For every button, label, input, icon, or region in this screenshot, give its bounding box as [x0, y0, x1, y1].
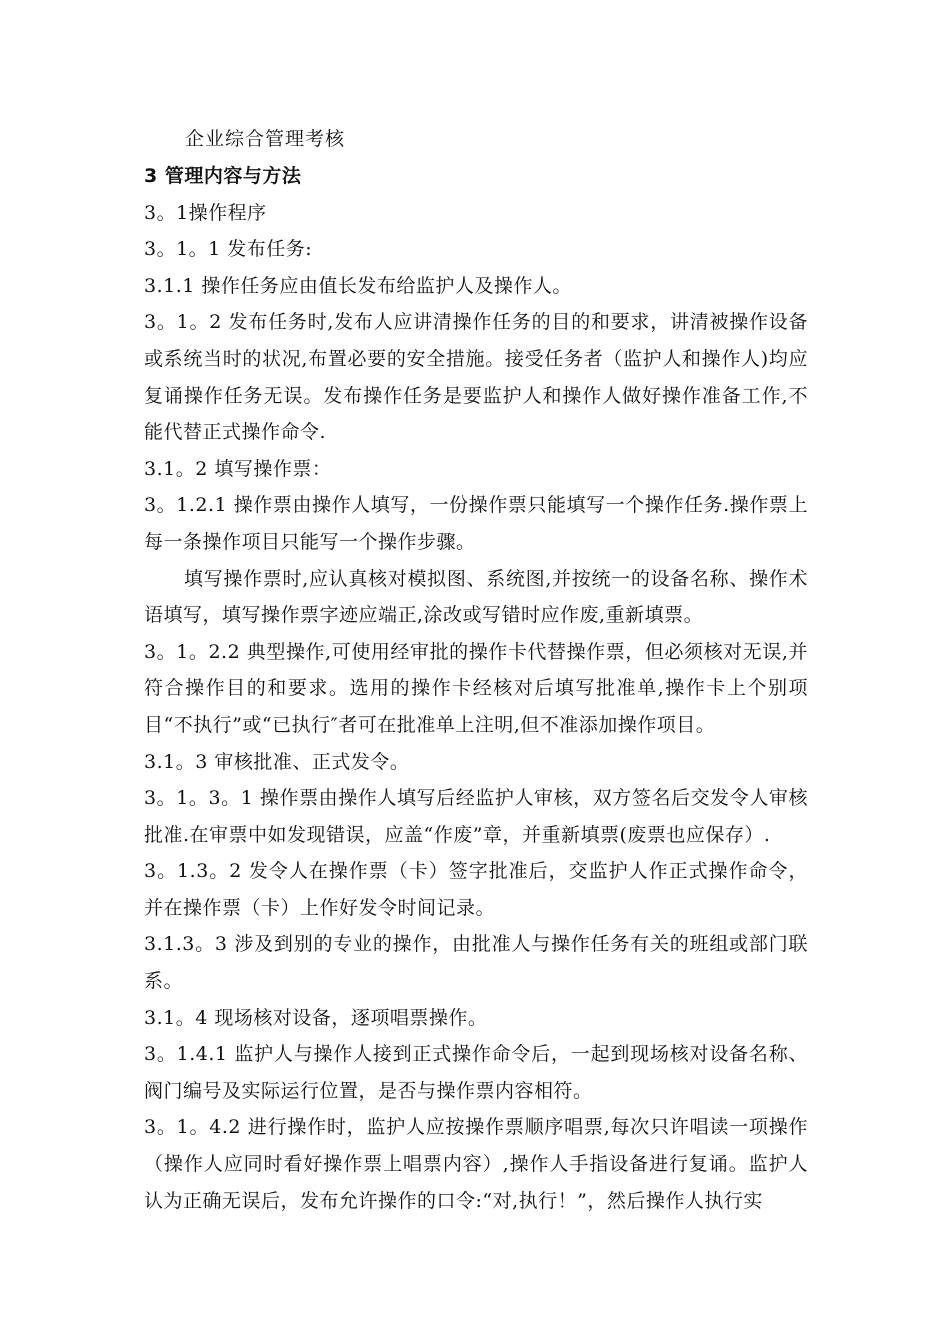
paragraph-1: 3。1操作程序 — [144, 201, 267, 224]
paragraph-7: 填写操作票时,应认真核对模拟图、系统图,并按统一的设备名称、操作术语填写，填写操作票字迹应端正,涂改或写错时应作废,重新填票。 — [144, 567, 808, 627]
paragraph-5: 3.1。2 填写操作票： — [144, 457, 332, 480]
paragraph-12: 3.1.3。3 涉及到别的专业的操作，由批准人与操作任务有关的班组或部门联系。 — [144, 933, 808, 993]
paragraph-10: 3。1。3。1 操作票由操作人填写后经监护人审核，双方签名后交发令人审核批准.在审票中如发现错误，应盖“作废”章，并重新填票(废票也应保存）. — [144, 787, 808, 846]
paragraph-8: 3。1。2.2 典型操作,可使用经审批的操作卡代替操作票，但必须核对无误,并符合操作目的和要求。选用的操作卡经核对后填写批准单,操作卡上个别项目“不执行”或“已执行″者可在批准单上注明,但不准添加操作项目。 — [144, 640, 808, 736]
paragraph-13: 3.1。4 现场核对设备，逐项唱票操作。 — [144, 1006, 488, 1029]
paragraph-2: 3。1。1 发布任务: — [144, 238, 313, 261]
paragraph-11: 3。1.3。2 发令人在操作票（卡）签字批准后，交监护人作正式操作命令，并在操作票（卡）上作好发令时间记录。 — [144, 860, 808, 919]
document-body — [144, 158, 808, 1219]
document-title: 企业综合管理考核 — [185, 128, 346, 150]
paragraph-14: 3。1.4.1 监护人与操作人接到正式操作命令后，一起到现场核对设备名称、阀门编号及实际运行位置，是否与操作票内容相符。 — [144, 1043, 808, 1102]
paragraph-15: 3。1。4.2 进行操作时，监护人应按操作票顺序唱票,每次只许唱读一项操作（操作人应同时看好操作票上唱票内容）,操作人手指设备进行复诵。监护人认为正确无误后，发布允许操作的口令:“对,执行！”，然后操作人执行实 — [144, 1116, 808, 1212]
paragraph-9: 3.1。3 审核批准、正式发令。 — [144, 750, 410, 773]
paragraph-4: 3。1。2 发布任务时,发布人应讲清操作任务的目的和要求，讲清被操作设备或系统当时的状况,布置必要的安全措施。接受任务者（监护人和操作人)均应复诵操作任务无误。发布操作任务是要监护人和操作人做好操作准备工作,不能代替正式操作命令. — [144, 311, 808, 444]
paragraph-3: 3.1.1 操作任务应由值长发布给监护人及操作人。 — [144, 274, 572, 297]
paragraph-6: 3。1.2.1 操作票由操作人填写，一份操作票只能填写一个操作任务.操作票上每一条操作项目只能写一个操作步骤。 — [144, 494, 808, 553]
section-heading: 3 管理内容与方法 — [144, 165, 302, 187]
